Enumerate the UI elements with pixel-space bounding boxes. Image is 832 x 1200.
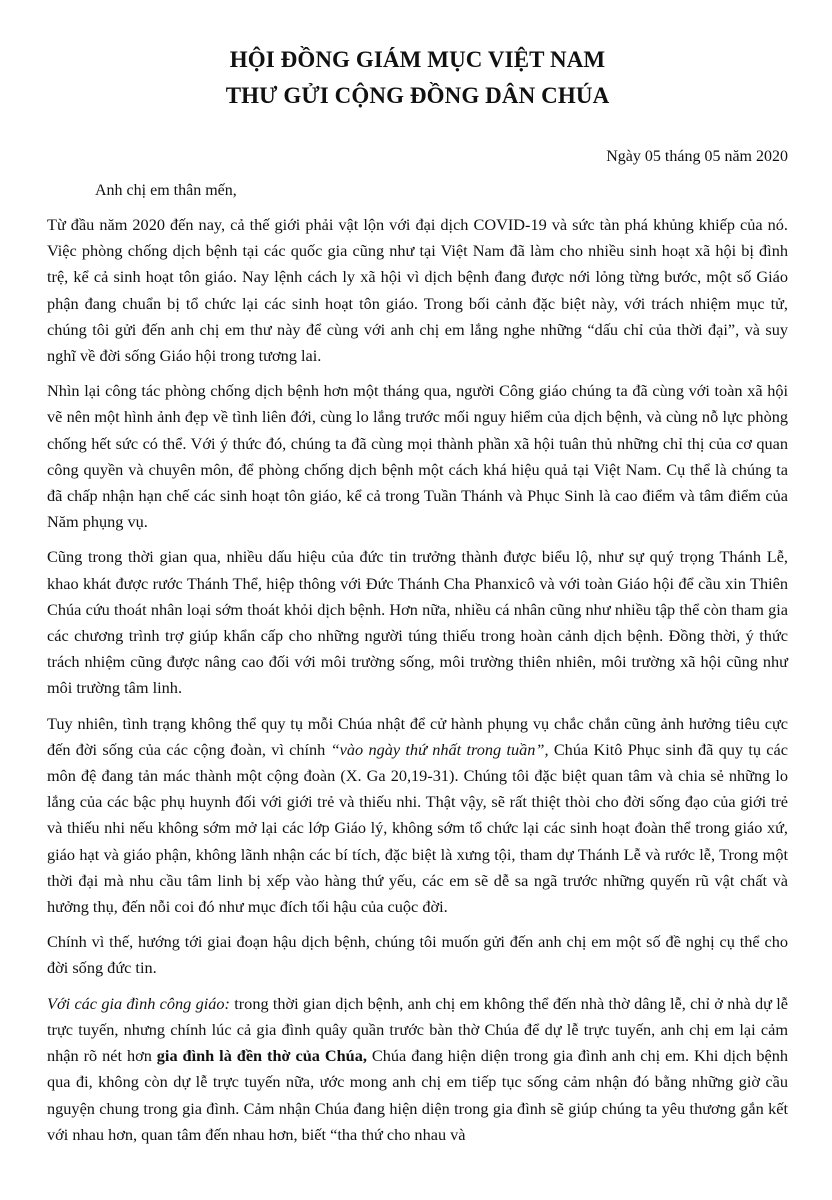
paragraph-signs-of-faith: Cũng trong thời gian qua, nhiều dấu hiệu của đức tin trưởng thành được biểu lộ, như sự quý trọng Thánh Lễ, khao khát được rước Thánh Thể, hiệp thông với Đức Thánh Cha Phanxicô và với toàn Giáo hội để cầu xin Thiên Chúa cứu thoát nhân loại sớm thoát khỏi dịch bệnh. Hơn nữa, nhiều cá nhân cũng như nhiều tập thể còn tham gia các chương trình trợ giúp khẩn cấp cho những người túng thiếu trong hoàn cảnh dịch bệnh. Đồng thời, ý thức trách nhiệm cũng được nâng cao đối với môi trường sống, môi trường thiên nhiên, môi trường xã hội cũng như môi trường tâm linh. bbox=[47, 547, 788, 698]
families-emphasis: gia đình là đền thờ của Chúa, bbox=[156, 1046, 367, 1066]
paragraph-families bbox=[47, 991, 788, 1148]
paragraph-families-text-1: trong thời gian dịch bệnh, anh chị em không thể đến nhà thờ dâng lễ, chỉ ở nhà dự lễ trực tuyến, nhưng chính lúc cả gia đình quây quần trước bàn thờ Chúa để dự lễ trực tuyến, anh chị em lại cảm nhận rõ nét hơn bbox=[47, 993, 788, 1066]
scripture-quote: “vào ngày thứ nhất trong tuần”, bbox=[330, 739, 549, 759]
paragraph-families-text-2: Chúa đang hiện diện trong gia đình anh chị em. Khi dịch bệnh qua đi, không còn dự lễ trực tuyến nữa, ước mong anh chị em tiếp tục sống cảm nhận đó bằng những giờ cầu nguyện chung trong gia đình. Cảm nhận Chúa đang hiện diện trong gia đình sẽ giúp chúng ta yêu thương gắn kết với nhau hơn, quan tâm đến nhau hơn, biết “tha thứ cho nhau và bbox=[47, 1046, 788, 1144]
paragraph-concerns-text-2: Chúa Kitô Phục sinh đã quy tụ các môn đệ đang tản mác thành một cộng đoàn (X. Ga 20,19-31). Chúng tôi đặc biệt quan tâm và chia sẻ những lo lắng của các bậc phụ huynh đối với giới trẻ và thiếu nhi. Thật vậy, sẽ rất thiệt thòi cho đời sống đạo của giới trẻ và thiếu nhi nếu không sớm mở lại các lớp Giáo lý, không sớm tổ chức lại các sinh hoạt đoàn thể trong giáo xứ, giáo hạt và giáo phận, không lãnh nhận các bí tích, đặc biệt là xưng tội, tham dự Thánh Lễ và rước lễ, Trong một thời đại mà nhu cầu tâm linh bị xếp vào hàng thứ yếu, các em sẽ dễ sa ngã trước những quyến rũ vật chất và hưởng thụ, đến nỗi coi đó như mục đích tối hậu của cuộc đời. bbox=[47, 739, 788, 917]
paragraph-proposals-intro: Chính vì thế, hướng tới giai đoạn hậu dịch bệnh, chúng tôi muốn gửi đến anh chị em một số đề nghị cụ thể cho đời sống đức tin. bbox=[47, 932, 788, 978]
paragraph-concerns bbox=[47, 711, 788, 921]
paragraph-solidarity: Nhìn lại công tác phòng chống dịch bệnh hơn một tháng qua, người Công giáo chúng ta đã cùng với toàn xã hội vẽ nên một hình ảnh đẹp về tình liên đới, cùng lo lắng trước mối nguy hiểm của dịch bệnh, và cùng nỗ lực phòng chống hết sức có thể. Với ý thức đó, chúng ta đã cùng mọi thành phần xã hội tuân thủ những chỉ thị của cơ quan công quyền và chuyên môn, để phòng chống dịch bệnh một cách khá hiệu quả tại Việt Nam. Cụ thể là chúng ta đã chấp nhận hạn chế các sinh hoạt tôn giáo, kể cả trong Tuần Thánh và Phục Sinh là cao điểm và tâm điểm của Năm phụng vụ. bbox=[47, 381, 788, 532]
letter-date: Ngày 05 tháng 05 năm 2020 bbox=[606, 148, 788, 165]
organization-title: HỘI ĐỒNG GIÁM MỤC VIỆT NAM bbox=[229, 47, 606, 72]
families-heading: Với các gia đình công giáo: bbox=[47, 993, 230, 1013]
paragraph-concerns-text-1: Tuy nhiên, tình trạng không thể quy tụ mỗi Chúa nhật để cử hành phụng vụ chắc chắn cũng ảnh hưởng tiêu cực đến đời sống của các cộng đoàn, vì chính bbox=[47, 713, 788, 759]
letter-subject-title: THƯ GỬI CỘNG ĐỒNG DÂN CHÚA bbox=[225, 83, 610, 108]
paragraph-intro: Từ đầu năm 2020 đến nay, cả thế giới phải vật lộn với đại dịch COVID-19 và sức tàn phá khủng khiếp của nó. Việc phòng chống dịch bệnh tại các quốc gia cũng như tại Việt Nam đã làm cho nhiều sinh hoạt xã hội bị đình trệ, kể cả sinh hoạt tôn giáo. Nay lệnh cách ly xã hội vì dịch bệnh đang được nới lỏng từng bước, một số Giáo phận đang chuẩn bị tổ chức lại các sinh hoạt tôn giáo. Trong bối cảnh đặc biệt này, với trách nhiệm mục tử, chúng tôi gửi đến anh chị em thư này để cùng với anh chị em lắng nghe những “dấu chỉ của thời đại”, và suy nghĩ về đời sống Giáo hội trong tương lai. bbox=[47, 215, 788, 366]
salutation: Anh chị em thân mến, bbox=[95, 182, 237, 199]
